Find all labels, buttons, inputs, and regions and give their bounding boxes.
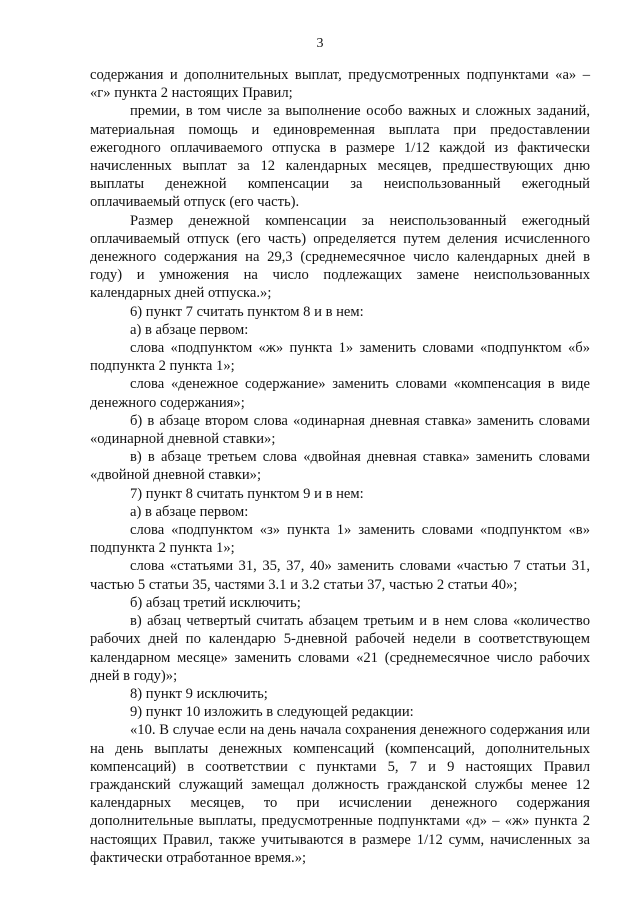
paragraph: Размер денежной компенсации за неиспользованный ежегодный оплачиваемый отпуск (его часть) определяется путем деления исчисленного денежного содержания на 29,3 (среднемесячное число календарных дней в году) и умножения на число подлежащих замене неиспользованных календарных дней отпуска.»;: [90, 212, 590, 302]
paragraph: слова «подпунктом «з» пункта 1» заменить словами «подпунктом «в» подпункта 2 пункта 1»;: [90, 522, 590, 557]
paragraph: 7) пункт 8 считать пунктом 9 и в нем:: [130, 485, 364, 502]
paragraph: а) в абзаце первом:: [130, 321, 249, 338]
paragraph: премии, в том числе за выполнение особо важных и сложных заданий, материальная помощь и единовременная выплата при предоставлении ежегодного оплачиваемого отпуска в размере 1/12 каждой из фактически начисленных выплат за 12 календарных месяцев, предшествующих дню выплаты денежной компенсации за неиспользованный ежегодный оплачиваемый отпуск (его часть).: [90, 103, 590, 211]
paragraph: содержания и дополнительных выплат, предусмотренных подпунктами «а» – «г» пункта 2 настоящих Правил;: [90, 67, 590, 102]
paragraph: слова «денежное содержание» заменить словами «компенсация в виде денежного содержания»;: [90, 376, 590, 411]
paragraph: 6) пункт 7 считать пунктом 8 и в нем:: [130, 303, 364, 320]
paragraph: в) абзац четвертый считать абзацем третьим и в нем слова «количество рабочих дней по календарю 5-дневной рабочей недели в соответствующем календарном месяце» заменить словами «21 (среднемесячное число рабочих дней в году)»;: [90, 613, 590, 684]
document-body: [90, 66, 590, 867]
paragraph: 8) пункт 9 исключить;: [130, 685, 268, 702]
paragraph: в) в абзаце третьем слова «двойная дневная ставка» заменить словами «двойной дневной ставки»;: [90, 449, 590, 484]
paragraph: б) абзац третий исключить;: [130, 594, 301, 611]
paragraph: слова «подпунктом «ж» пункта 1» заменить словами «подпунктом «б» подпункта 2 пункта 1»;: [90, 340, 590, 375]
paragraph: «10. В случае если на день начала сохранения денежного содержания или на день выплаты денежных компенсаций (компенсаций, дополнительных компенсаций) в соответствии с пунктами 5, 7 и 9 настоящих Правил гражданский служащий замещал должность гражданской службы менее 12 календарных месяцев, то при исчислении денежного содержания дополнительные выплаты, предусмотренные подпунктами «д» – «ж» пункта 2 настоящих Правил, также учитываются в размере 1/12 сумм, начисленных за фактически отработанное время.»;: [90, 722, 590, 866]
paragraph: слова «статьями 31, 35, 37, 40» заменить словами «частью 7 статьи 31, частью 5 статьи 35, частями 3.1 и 3.2 статьи 37, частью 2 статьи 40»;: [90, 558, 590, 593]
paragraph: 9) пункт 10 изложить в следующей редакции:: [130, 704, 414, 721]
paragraph: б) в абзаце втором слова «одинарная дневная ставка» заменить словами «одинарной дневной ставки»;: [90, 412, 590, 448]
paragraph: а) в абзаце первом:: [130, 503, 249, 520]
page-number: 3: [316, 36, 324, 51]
